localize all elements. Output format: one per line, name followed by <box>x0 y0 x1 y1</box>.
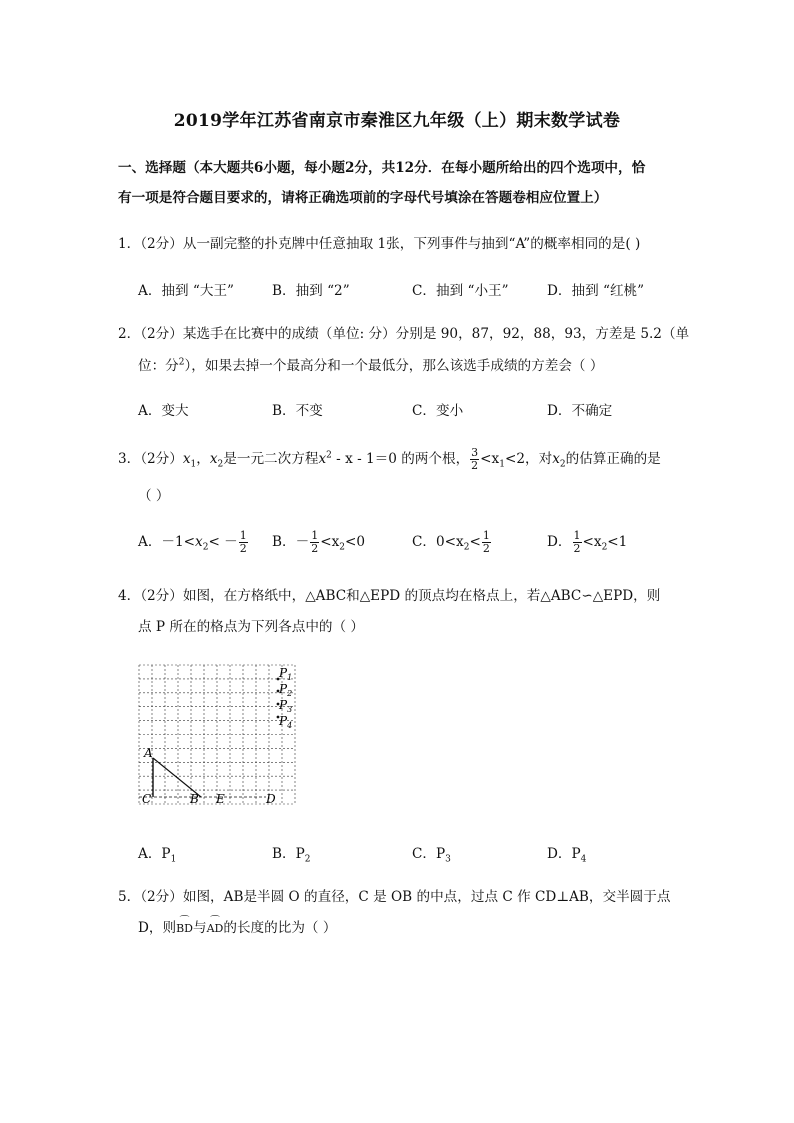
label-p3 <box>278 698 292 714</box>
point-p3 <box>277 703 280 706</box>
question-2-line-1: 2．（2分）某选手在比赛中的成绩（单位: 分）分别是 90，87，92，88，93，方差是 5.2（单 <box>118 326 690 342</box>
q3-sub-1: 1 <box>190 459 197 470</box>
question-5-line-2 <box>138 916 336 936</box>
q5-part-c: 的长度的比为（ ） <box>223 920 337 936</box>
q5-part-a: D，则 <box>138 920 177 936</box>
q3d-p3: <1 <box>607 534 628 550</box>
point-p1 <box>277 678 280 681</box>
q3-fraction-three-halves <box>470 447 479 472</box>
q3a-sub: 2 <box>202 542 209 553</box>
q1-option-d: D．抽到 “红桃” <box>547 283 645 299</box>
grid-figure <box>136 662 298 807</box>
question-4-line-2: 点 P 所在的格点为下列各点中的（ ） <box>138 619 365 635</box>
q4-option-b <box>272 842 310 865</box>
q3-option-b <box>272 530 365 555</box>
label-b: B <box>190 792 199 806</box>
q4a-text: A．P <box>138 846 171 862</box>
question-3-line-1 <box>118 447 661 472</box>
arc-ad: ⌒ AD <box>207 922 224 935</box>
q3-ineq-a: <x <box>480 451 500 467</box>
label-p2-letter: P <box>279 682 288 696</box>
q4c-sub: 3 <box>445 854 451 865</box>
label-p4-letter: P <box>279 714 288 728</box>
q3-sub-2: 2 <box>217 459 224 470</box>
q3d-p1: D． <box>547 534 572 550</box>
q4b-text: B．P <box>272 846 305 862</box>
label-p1-letter: P <box>279 666 288 680</box>
q3b-p2: <x <box>320 534 340 550</box>
label-a: A <box>144 746 153 760</box>
label-p3-letter: P <box>279 698 288 712</box>
label-p2 <box>278 682 292 698</box>
q3c-p1: C．0<x <box>412 534 464 550</box>
q3c-frac <box>482 530 491 555</box>
q3-option-d <box>547 530 627 555</box>
section-heading-line-2: 有一项是符合题目要求的，请将正确选项前的字母代号填涂在答题卷相应位置上） <box>118 190 608 206</box>
label-p1 <box>278 666 292 682</box>
q4-option-c <box>412 842 451 865</box>
q1-option-c: C．抽到 “小王” <box>412 283 509 299</box>
q3c-sub: 2 <box>463 542 470 553</box>
q3-var-x: x <box>318 451 327 467</box>
page-title: 2019学年江苏省南京市秦淮区九年级（上）期末数学试卷 <box>173 111 621 131</box>
question-5-line-1: 5．（2分）如图，AB是半圆 O 的直径，C 是 OB 的中点，过点 C 作 CD⊥AB，交半圆于点 <box>118 889 671 905</box>
q3b-sub: 2 <box>339 542 345 553</box>
q4d-sub: 4 <box>580 854 587 865</box>
q5-part-b: 与 <box>193 920 207 936</box>
grid-lines <box>139 665 295 804</box>
q3a-frac <box>239 530 248 555</box>
question-2-line-2 <box>138 354 603 374</box>
q2-line2-part-a: 位：分 <box>138 358 179 374</box>
q3-comma: ， <box>196 451 210 467</box>
q4c-text: C．P <box>412 846 446 862</box>
label-p1-sub: 1 <box>287 673 293 682</box>
question-4-line-1: 4．（2分）如图，在方格纸中，△ABC和△EPD 的顶点均在格点上，若△ABC∽△EPD，则 <box>118 588 661 604</box>
point-p4 <box>277 716 280 719</box>
label-p3-sub: 3 <box>287 705 293 714</box>
q2-option-a: A．变大 <box>138 403 189 419</box>
q2-option-d: D．不确定 <box>547 403 613 419</box>
q3a-den: 2 <box>239 542 247 555</box>
q3b-p3: <0 <box>344 534 366 550</box>
q3-var-x2b: x <box>552 451 560 467</box>
q2-option-b: B．不变 <box>272 403 323 419</box>
label-d: D <box>266 792 276 806</box>
q3a-var: x <box>195 534 203 550</box>
q3-sub-2b: 2 <box>559 459 566 470</box>
q3a-p2: < － <box>208 534 238 550</box>
question-1-text: 1．（2分）从一副完整的扑克牌中任意抽取 1张，下列事件与抽到“A”的概率相同的是( ) <box>118 236 641 252</box>
q2-option-c: C．变小 <box>412 403 464 419</box>
q3-sup-2: 2 <box>326 450 332 461</box>
question-3-line-2: （ ） <box>138 488 170 504</box>
q3b-den: 2 <box>311 542 319 555</box>
label-p2-sub: 2 <box>287 689 293 698</box>
q3a-p1: A．－1< <box>138 534 196 550</box>
q4d-text: D．P <box>547 846 581 862</box>
q3d-p2: <x <box>582 534 602 550</box>
q3-text-a: 是一元二次方程 <box>223 451 319 467</box>
q4a-sub: 1 <box>170 854 177 865</box>
q3-option-a <box>138 530 249 555</box>
label-p4-sub: 4 <box>287 721 293 730</box>
q3-var-x1: x <box>182 451 191 467</box>
section-heading-line-1: 一、选择题（本大题共6小题，每小题2分，共12分．在每小题所给出的四个选项中，恰 <box>118 160 646 176</box>
q3a-num: 1 <box>239 529 247 542</box>
label-p4 <box>278 714 292 730</box>
q3c-p2: < <box>469 534 481 550</box>
q3b-frac <box>310 530 319 555</box>
q3-equation: - x - 1＝0 的两个根， <box>331 451 470 467</box>
q3-frac-den: 2 <box>471 459 479 472</box>
label-c: C <box>142 792 152 806</box>
q1-option-b: B．抽到 “2” <box>272 283 350 299</box>
q3-sub-1b: 1 <box>499 459 505 470</box>
q3-text-b: 的估算正确的是 <box>565 451 661 467</box>
q3d-sub: 2 <box>601 542 608 553</box>
q4-option-d <box>547 842 586 865</box>
q3-frac-num: 3 <box>471 446 479 459</box>
q2-unit-exponent: 2 <box>178 357 185 368</box>
q1-option-a: A．抽到 “大王” <box>138 283 235 299</box>
q3-var-x2: x <box>209 451 218 467</box>
q3d-den: 2 <box>573 542 581 555</box>
q3-prefix: 3．（2分） <box>118 451 183 467</box>
q3d-frac <box>573 530 582 555</box>
arc-bd: ⌒ BD <box>176 922 193 935</box>
section-heading <box>118 153 678 213</box>
q3-option-c <box>412 530 492 555</box>
point-p2 <box>277 690 280 693</box>
q3c-num: 1 <box>482 529 490 542</box>
q4-option-a <box>138 842 176 865</box>
label-e: E <box>216 792 225 806</box>
q3-ineq-b: <2，对 <box>504 451 553 467</box>
q4b-sub: 2 <box>304 854 311 865</box>
q3d-num: 1 <box>573 529 581 542</box>
q3b-num: 1 <box>311 529 319 542</box>
q2-line2-part-b: ），如果去掉一个最高分和一个最低分，那么该选手成绩的方差会（ ） <box>184 358 604 374</box>
q3b-p1: B．－ <box>272 534 310 550</box>
q3c-den: 2 <box>482 542 490 555</box>
